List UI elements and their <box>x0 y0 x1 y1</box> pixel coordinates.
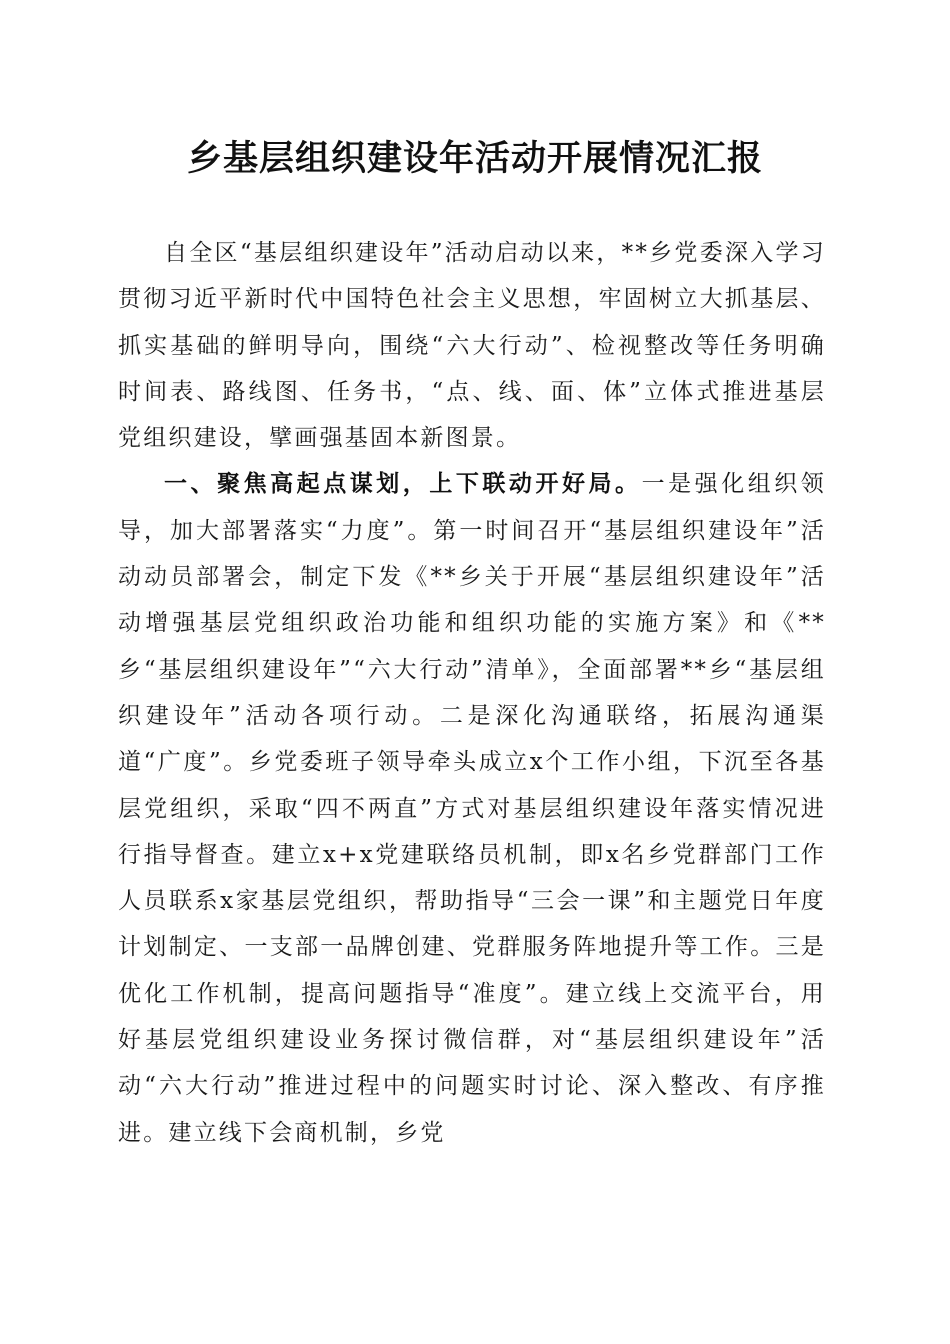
intro-paragraph: 自全区“基层组织建设年”活动启动以来，**乡党委深入学习贯彻习近平新时代中国特色社会主义思想，牢固树立大抓基层、抓实基础的鲜明导向，围绕“六大行动”、检视整改等任务明确时间表、路线图、任务书，“点、线、面、体”立体式推进基层党组织建设，擘画强基固本新图景。 <box>118 240 826 452</box>
section-1-paragraph <box>118 461 826 1155</box>
document-title: 乡基层组织建设年活动开展情况汇报 <box>186 138 763 179</box>
document-body <box>118 230 826 1156</box>
section-1-heading: 一、聚焦高起点谋划，上下联动开好局。 <box>164 471 642 498</box>
section-1-body: 一是强化组织领导，加大部署落实“力度”。第一时间召开“基层组织建设年”活动动员部署会，制定下发《**乡关于开展“基层组织建设年”活动增强基层党组织政治功能和组织功能的实施方案》和《**乡“基层组织建设年”“六大行动”清单》，全面部署**乡“基层组织建设年”活动各项行动。二是深化沟通联络，拓展沟通渠道“广度”。乡党委班子领导牵头成立x个工作小组，下沉至各基层党组织，采取“四不两直”方式对基层组织建设年落实情况进行指导督查。建立x+x党建联络员机制，即x名乡党群部门工作人员联系x家基层党组织，帮助指导“三会一课”和主题党日年度计划制定、一支部一品牌创建、党群服务阵地提升等工作。三是优化工作机制，提高问题指导“准度”。建立线上交流平台，用好基层党组织建设业务探讨微信群，对“基层组织建设年”活动“六大行动”推进过程中的问题实时讨论、深入整改、有序推进。建立线下会商机制，乡党 <box>118 471 826 1146</box>
